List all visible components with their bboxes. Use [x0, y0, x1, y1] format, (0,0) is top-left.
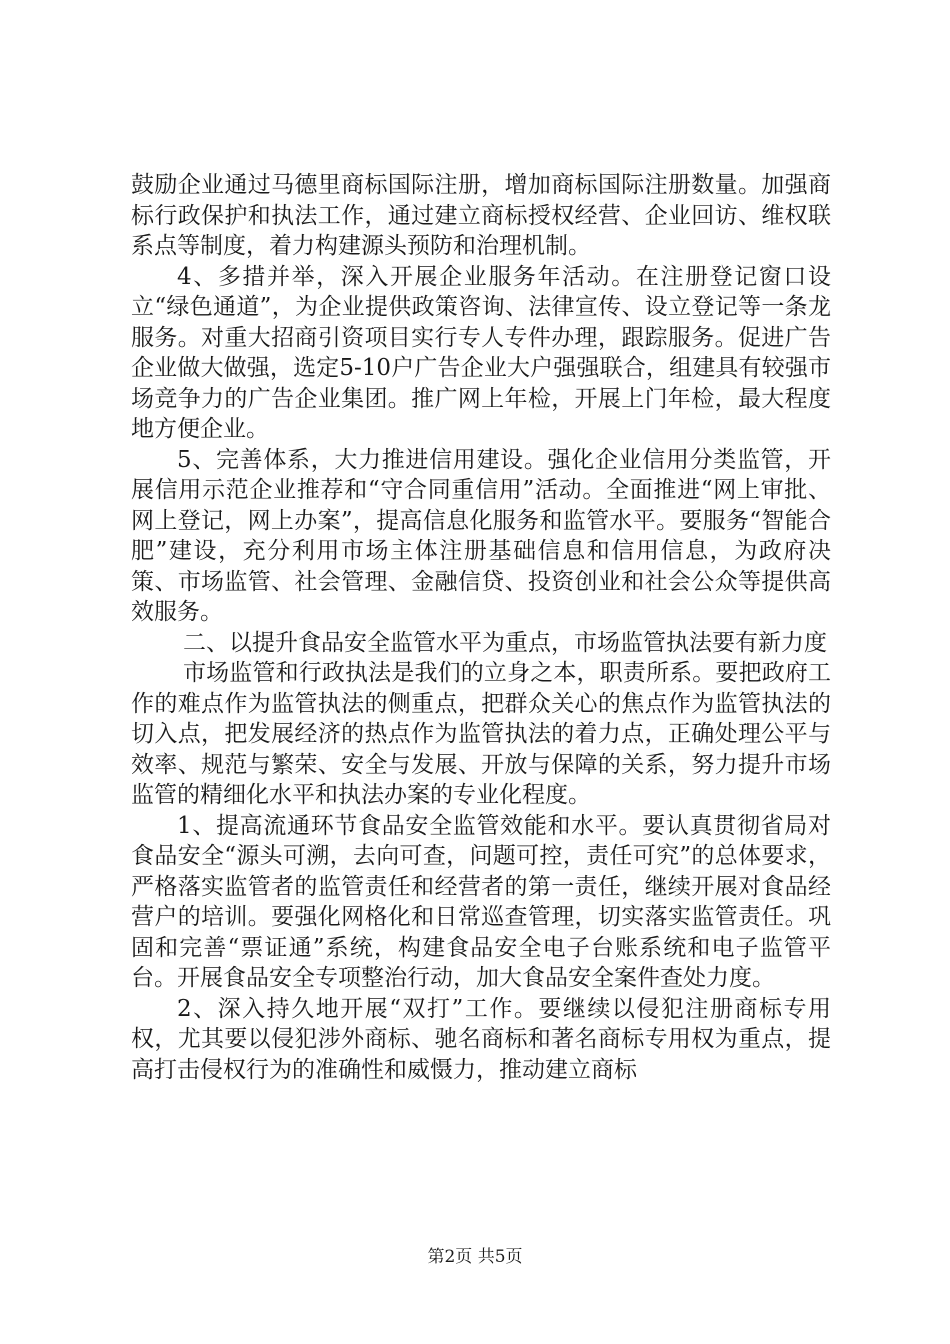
paragraph-item-2: 2、深入持久地开展“双打”工作。要继续以侵犯注册商标专用权，尤其要以侵犯涉外商标、驰名商标和著名商标专用权为重点，提高打击侵权行为的准确性和威慑力，推动建立商标 [131, 995, 831, 1083]
page-footer: 第2页 共5页 [427, 1247, 523, 1267]
section-heading-2: 二、以提升食品安全监管水平为重点，市场监管执法要有新力度 [183, 629, 827, 656]
document-body [131, 170, 831, 1085]
paragraph-trademark-intl: 鼓励企业通过马德里商标国际注册，增加商标国际注册数量。加强商标行政保护和执法工作，通过建立商标授权经营、企业回访、维权联系点等制度，着力构建源头预防和治理机制。 [131, 172, 831, 259]
paragraph-item-5: 5、完善体系，大力推进信用建设。强化企业信用分类监管，开展信用示范企业推荐和“守合同重信用”活动。全面推进“网上审批、网上登记，网上办案”，提高信息化服务和监管水平。要服务“智能合肥”建设，充分利用市场主体注册基础信息和信用信息，为政府决策、市场监管、社会管理、金融信贷、投资创业和社会公众等提供高效服务。 [131, 446, 831, 625]
paragraph-item-4: 4、多措并举，深入开展企业服务年活动。在注册登记窗口设立“绿色通道”，为企业提供政策咨询、法律宣传、设立登记等一条龙服务。对重大招商引资项目实行专人专件办理，跟踪服务。促进广告企业做大做强，选定5-10户广告企业大户强强联合，组建具有较强市场竞争力的广告企业集团。推广网上年检，开展上门年检，最大程度地方便企业。 [131, 263, 831, 442]
paragraph-market-supervision: 市场监管和行政执法是我们的立身之本，职责所系。要把政府工作的难点作为监管执法的侧重点，把群众关心的焦点作为监管执法的切入点，把发展经济的热点作为监管执法的着力点，正确处理公平与效率、规范与繁荣、安全与发展、开放与保障的关系，努力提升市场监管的精细化水平和执法办案的专业化程度。 [131, 660, 831, 808]
paragraph-item-1: 1、提高流通环节食品安全监管效能和水平。要认真贯彻省局对食品安全“源头可溯，去向可查，问题可控，责任可究”的总体要求，严格落实监管者的监管责任和经营者的第一责任，继续开展对食品经营户的培训。要强化网格化和日常巡查管理，切实落实监管责任。巩固和完善“票证通”系统，构建食品安全电子台账系统和电子监管平台。开展食品安全专项整治行动，加大食品安全案件查处力度。 [131, 812, 831, 991]
